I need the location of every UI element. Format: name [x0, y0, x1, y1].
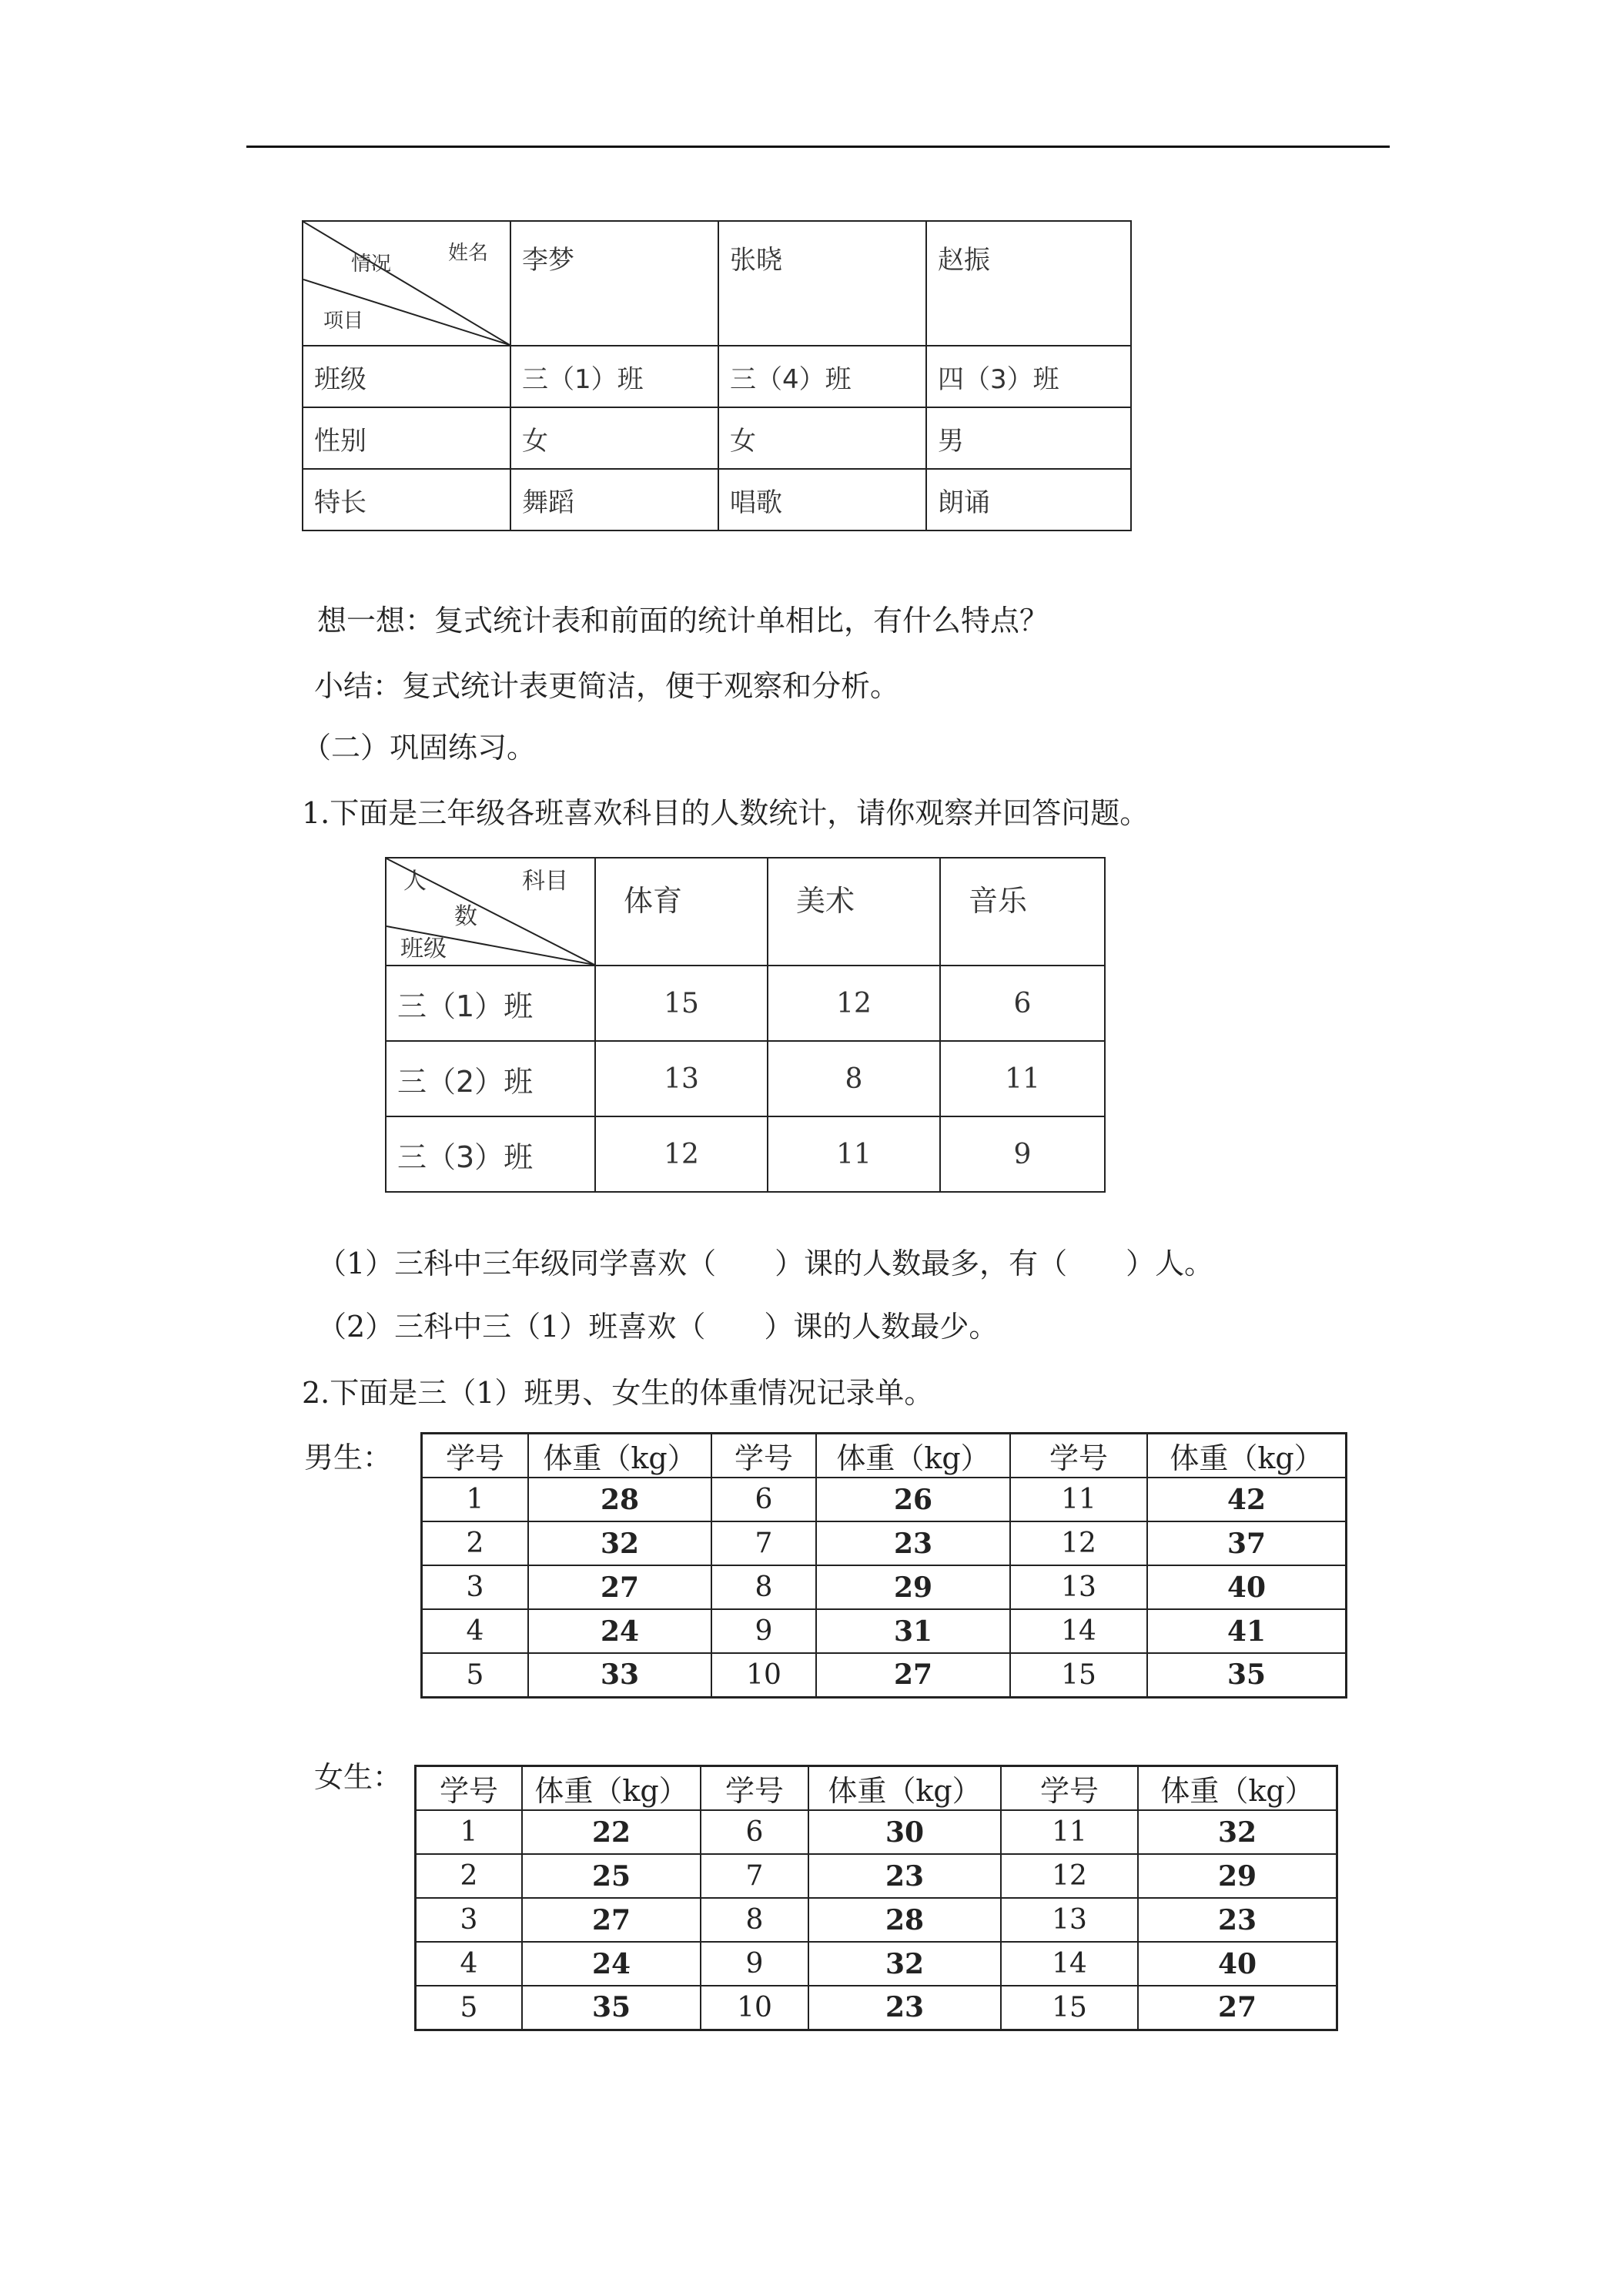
student-number-cell: 12	[1010, 1521, 1147, 1565]
weight-cell: 27	[1138, 1986, 1337, 2030]
weight-cell: 35	[522, 1986, 701, 2030]
row-label: 三（1）班	[386, 966, 595, 1041]
subject-preference-table	[385, 857, 1106, 1193]
column-header: 学号	[701, 1766, 808, 1811]
girls-weight-rows	[416, 1810, 1337, 2030]
column-header: 学号	[1001, 1766, 1138, 1811]
corner-label-class: 班级	[400, 935, 447, 962]
weight-cell: 40	[1138, 1942, 1337, 1986]
column-header: 美术	[768, 858, 940, 966]
weight-cell: 22	[522, 1810, 701, 1854]
weight-cell: 27	[528, 1565, 711, 1609]
weight-cell: 23	[816, 1521, 1010, 1565]
column-header: 张晓	[718, 221, 926, 346]
weight-cell: 24	[528, 1609, 711, 1653]
question-2: 2.下面是三（1）班男、女生的体重情况记录单。	[302, 1376, 934, 1410]
student-number-cell: 15	[1010, 1653, 1147, 1697]
weight-cell: 31	[816, 1609, 1010, 1653]
row-label: 性别	[303, 407, 510, 469]
table-row	[422, 1478, 1347, 1521]
table-row	[416, 1810, 1337, 1854]
table-cell: 9	[940, 1116, 1105, 1192]
table-cell: 6	[940, 966, 1105, 1041]
weight-cell: 32	[528, 1521, 711, 1565]
column-header: 赵振	[926, 221, 1131, 346]
student-number-cell: 1	[422, 1478, 529, 1521]
table-cell: 15	[595, 966, 768, 1041]
corner-label-people: 人	[403, 868, 427, 895]
table-row	[422, 1653, 1347, 1697]
table-cell: 8	[768, 1041, 940, 1116]
weight-cell: 28	[528, 1478, 711, 1521]
weight-cell: 40	[1147, 1565, 1347, 1609]
table-cell: 朗诵	[926, 469, 1131, 530]
student-number-cell: 3	[416, 1898, 523, 1942]
weight-cell: 28	[808, 1898, 1001, 1942]
student-number-cell: 13	[1001, 1898, 1138, 1942]
table-row	[422, 1521, 1347, 1565]
table-cell: 13	[595, 1041, 768, 1116]
student-number-cell: 7	[701, 1854, 808, 1898]
table-cell: 三（1）班	[510, 346, 718, 407]
table-cell: 11	[940, 1041, 1105, 1116]
student-number-cell: 15	[1001, 1986, 1138, 2030]
corner-label-item: 项目	[323, 310, 364, 333]
student-number-cell: 2	[422, 1521, 529, 1565]
student-number-cell: 9	[711, 1609, 816, 1653]
question-1-part-2: （2）三科中三（1）班喜欢（ ）课的人数最少。	[317, 1310, 999, 1344]
table-cell: 唱歌	[718, 469, 926, 530]
corner-header-cell	[386, 858, 595, 966]
corner-label-subject: 科目	[522, 868, 568, 895]
column-header: 学号	[422, 1434, 529, 1478]
student-number-cell: 4	[422, 1609, 529, 1653]
student-number-cell: 14	[1001, 1942, 1138, 1986]
column-header: 体重（kg）	[1147, 1434, 1347, 1478]
corner-label-situation: 情况	[351, 253, 392, 276]
row-label: 三（3）班	[386, 1116, 595, 1192]
student-number-cell: 2	[416, 1854, 523, 1898]
boys-weight-rows	[422, 1478, 1347, 1697]
table-cell: 舞蹈	[510, 469, 718, 530]
weight-cell: 32	[808, 1942, 1001, 1986]
summary-text: 小结：复式统计表更简洁，便于观察和分析。	[314, 669, 900, 703]
weight-cell: 42	[1147, 1478, 1347, 1521]
column-header: 学号	[416, 1766, 523, 1811]
table-cell: 四（3）班	[926, 346, 1131, 407]
student-info-table	[302, 220, 1132, 531]
student-number-cell: 5	[416, 1986, 523, 2030]
boys-label: 男生：	[304, 1441, 393, 1474]
table-row	[416, 1854, 1337, 1898]
header-rule	[246, 146, 1390, 148]
weight-cell: 23	[808, 1854, 1001, 1898]
student-number-cell: 10	[711, 1653, 816, 1697]
column-header: 体重（kg）	[816, 1434, 1010, 1478]
student-number-cell: 5	[422, 1653, 529, 1697]
weight-cell: 35	[1147, 1653, 1347, 1697]
column-header: 体重（kg）	[522, 1766, 701, 1811]
column-header: 体重（kg）	[1138, 1766, 1337, 1811]
student-number-cell: 8	[711, 1565, 816, 1609]
column-header: 体育	[595, 858, 768, 966]
student-number-cell: 3	[422, 1565, 529, 1609]
student-number-cell: 9	[701, 1942, 808, 1986]
think-question: 想一想：复式统计表和前面的统计单相比，有什么特点？	[317, 604, 1049, 638]
question-1-part-1: （1）三科中三年级同学喜欢（ ）课的人数最多，有（ ）人。	[317, 1247, 1214, 1280]
table-cell: 11	[768, 1116, 940, 1192]
student-number-cell: 12	[1001, 1854, 1138, 1898]
student-number-cell: 4	[416, 1942, 523, 1986]
table-row	[416, 1898, 1337, 1942]
student-number-cell: 14	[1010, 1609, 1147, 1653]
student-number-cell: 6	[711, 1478, 816, 1521]
corner-label-name: 姓名	[448, 242, 489, 265]
section-heading: （二）巩固练习。	[302, 731, 537, 765]
weight-cell: 30	[808, 1810, 1001, 1854]
weight-cell: 23	[1138, 1898, 1337, 1942]
table-cell: 三（4）班	[718, 346, 926, 407]
student-number-cell: 1	[416, 1810, 523, 1854]
weight-cell: 33	[528, 1653, 711, 1697]
question-1: 1.下面是三年级各班喜欢科目的人数统计，请你观察并回答问题。	[302, 796, 1149, 830]
row-label: 三（2）班	[386, 1041, 595, 1116]
weight-cell: 27	[816, 1653, 1010, 1697]
table-row	[422, 1565, 1347, 1609]
corner-label-count: 数	[454, 903, 477, 930]
weight-cell: 29	[816, 1565, 1010, 1609]
row-label: 班级	[303, 346, 510, 407]
table-cell: 12	[768, 966, 940, 1041]
table-cell: 女	[718, 407, 926, 469]
boys-weight-table	[420, 1432, 1347, 1699]
corner-header-cell	[303, 221, 510, 346]
weight-cell: 41	[1147, 1609, 1347, 1653]
girls-label: 女生：	[314, 1760, 403, 1794]
student-number-cell: 13	[1010, 1565, 1147, 1609]
column-header: 学号	[711, 1434, 816, 1478]
column-header: 李梦	[510, 221, 718, 346]
table-row	[416, 1986, 1337, 2030]
student-number-cell: 8	[701, 1898, 808, 1942]
column-header: 音乐	[940, 858, 1105, 966]
column-header: 体重（kg）	[808, 1766, 1001, 1811]
table-cell: 12	[595, 1116, 768, 1192]
weight-cell: 27	[522, 1898, 701, 1942]
student-number-cell: 11	[1001, 1810, 1138, 1854]
weight-cell: 23	[808, 1986, 1001, 2030]
weight-cell: 24	[522, 1942, 701, 1986]
column-header: 学号	[1010, 1434, 1147, 1478]
weight-cell: 25	[522, 1854, 701, 1898]
table-row	[416, 1942, 1337, 1986]
student-number-cell: 10	[701, 1986, 808, 2030]
girls-weight-table	[414, 1765, 1338, 2031]
weight-cell: 37	[1147, 1521, 1347, 1565]
weight-cell: 29	[1138, 1854, 1337, 1898]
table-cell: 女	[510, 407, 718, 469]
table-row	[422, 1609, 1347, 1653]
row-label: 特长	[303, 469, 510, 530]
student-number-cell: 7	[711, 1521, 816, 1565]
column-header: 体重（kg）	[528, 1434, 711, 1478]
student-number-cell: 6	[701, 1810, 808, 1854]
student-number-cell: 11	[1010, 1478, 1147, 1521]
weight-cell: 32	[1138, 1810, 1337, 1854]
table-cell: 男	[926, 407, 1131, 469]
weight-cell: 26	[816, 1478, 1010, 1521]
